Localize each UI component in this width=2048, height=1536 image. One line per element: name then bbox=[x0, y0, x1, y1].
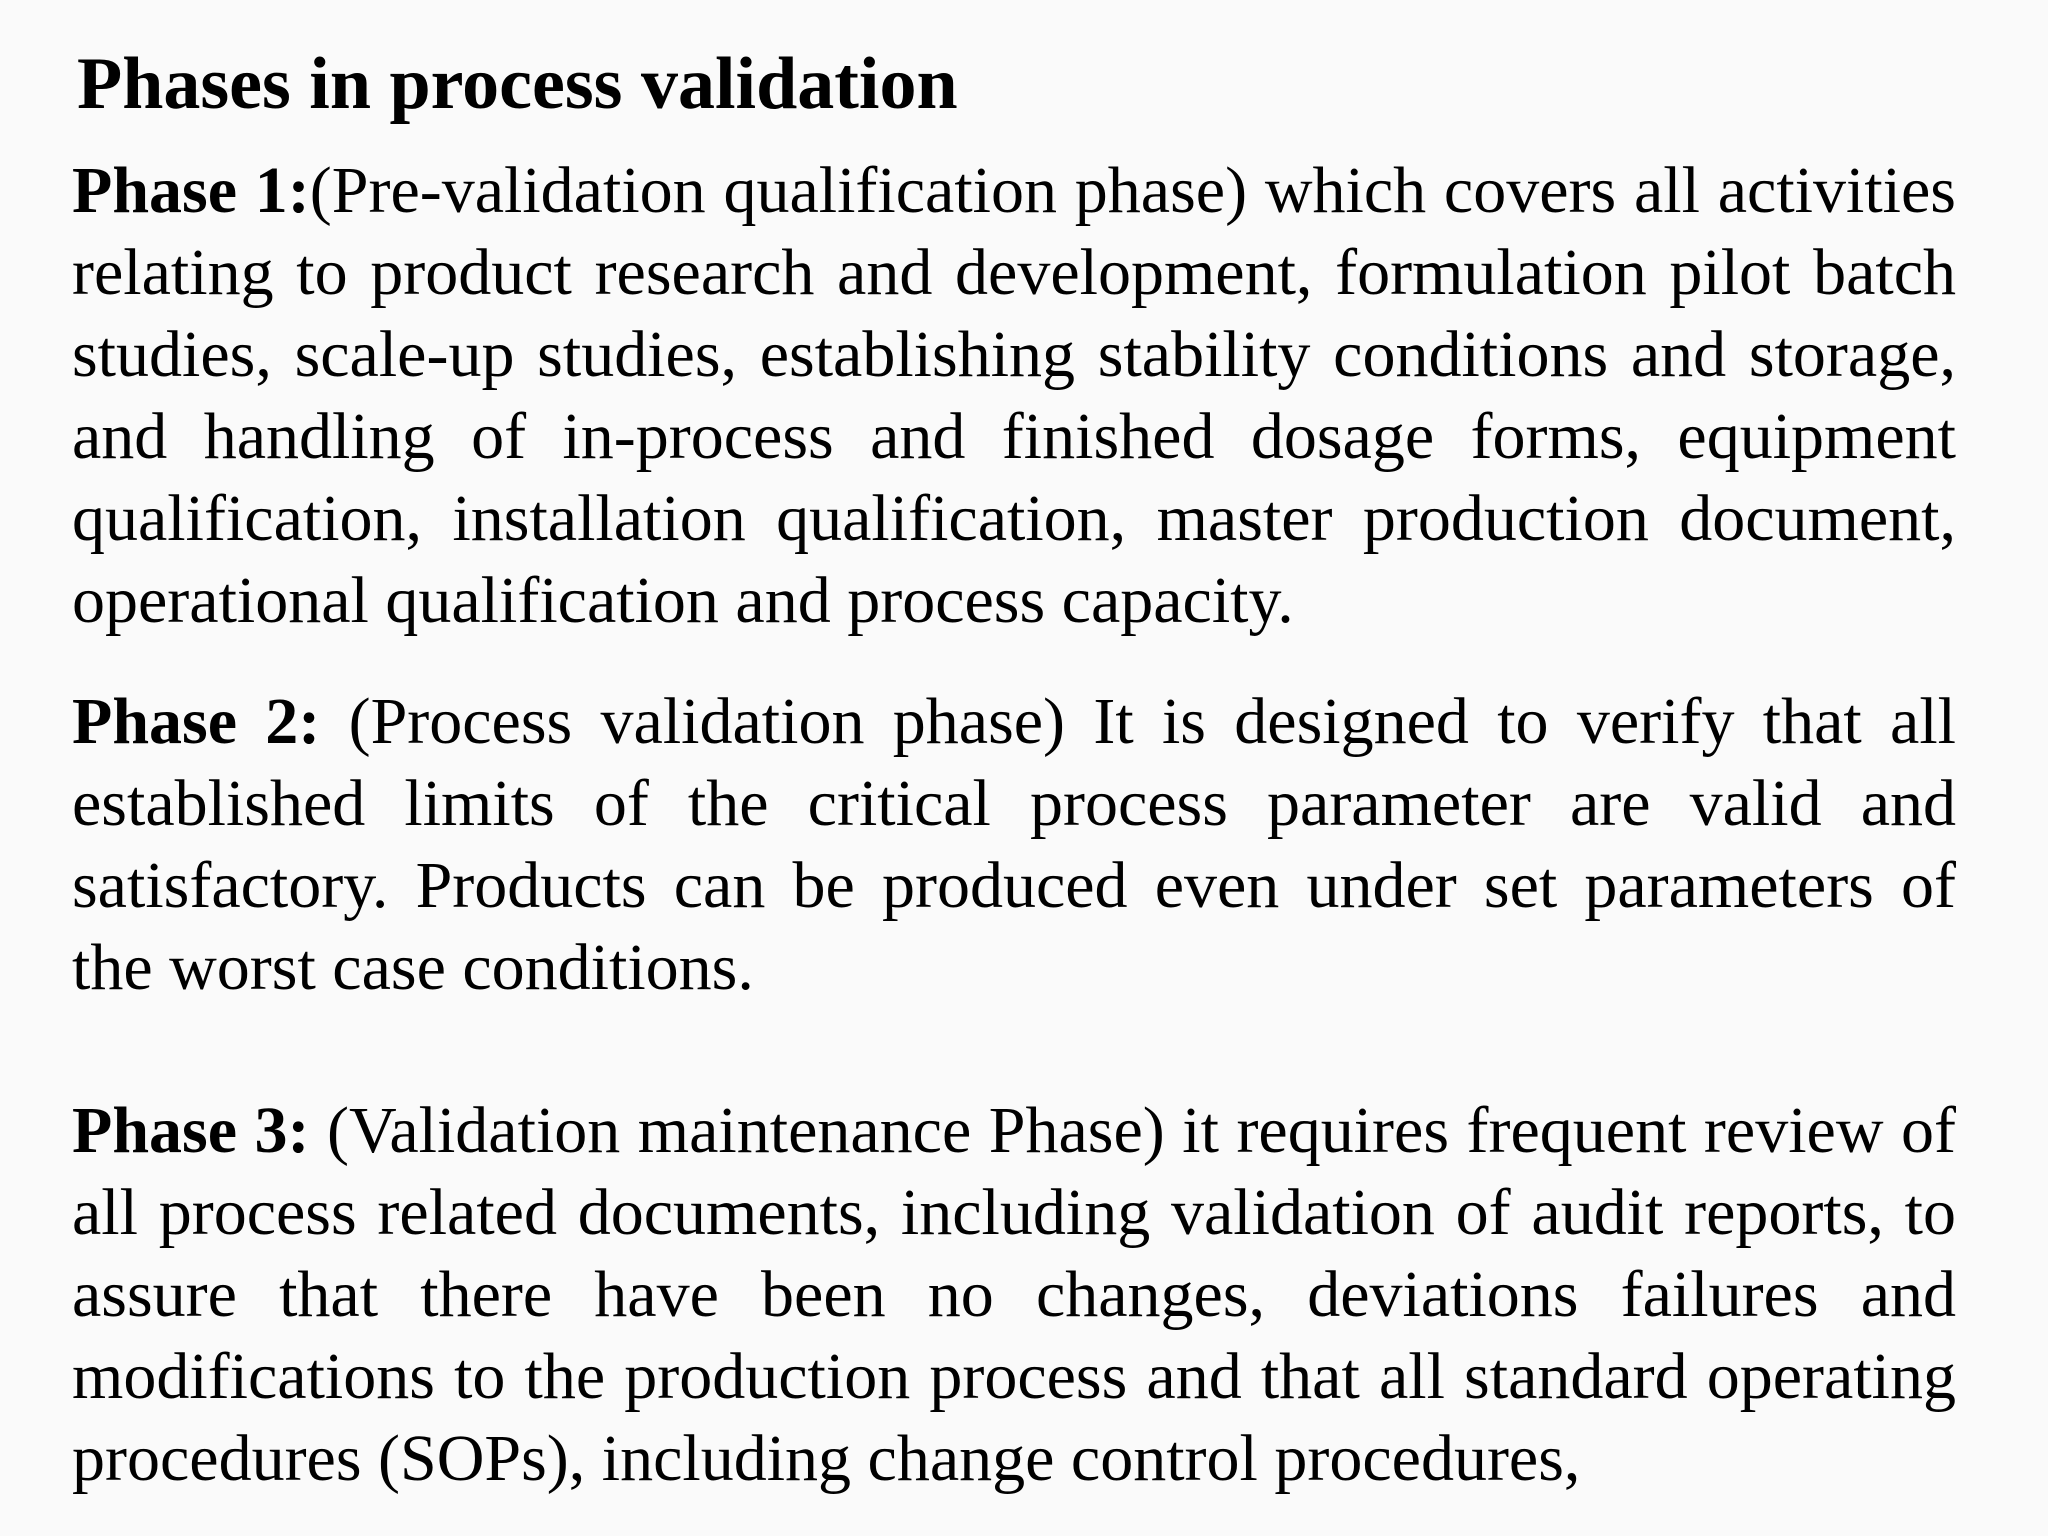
phase-2-label: Phase 2: bbox=[72, 685, 321, 758]
phase-2-text: (Process validation phase) It is designed to verify that all established limits of the critical process parameter are valid and satisfactory. Products can be produced even under set parameters of the worst case conditions. bbox=[72, 685, 1956, 1004]
phase-1-label: Phase 1: bbox=[72, 154, 310, 227]
phase-3-paragraph bbox=[72, 1090, 1956, 1500]
phase-3-text: (Validation maintenance Phase) it requires frequent review of all process related documents, including validation of audit reports, to assure that there have been no changes, deviations failures and modifications to the production process and that all standard operating procedures (SOPs), including change control procedures, bbox=[72, 1094, 1956, 1495]
phase-1-paragraph bbox=[72, 150, 1956, 642]
phase-3-label: Phase 3: bbox=[72, 1094, 310, 1167]
phase-2-paragraph bbox=[72, 681, 1956, 1009]
phase-1-text: (Pre-validation qualification phase) which covers all activities relating to product research and development, formulation pilot batch studies, scale-up studies, establishing stability conditions and storage, and handling of in-process and finished dosage forms, equipment qualification, installation qualification, master production document, operational qualification and process capacity. bbox=[72, 154, 1956, 637]
page-title: Phases in process validation bbox=[77, 43, 958, 125]
